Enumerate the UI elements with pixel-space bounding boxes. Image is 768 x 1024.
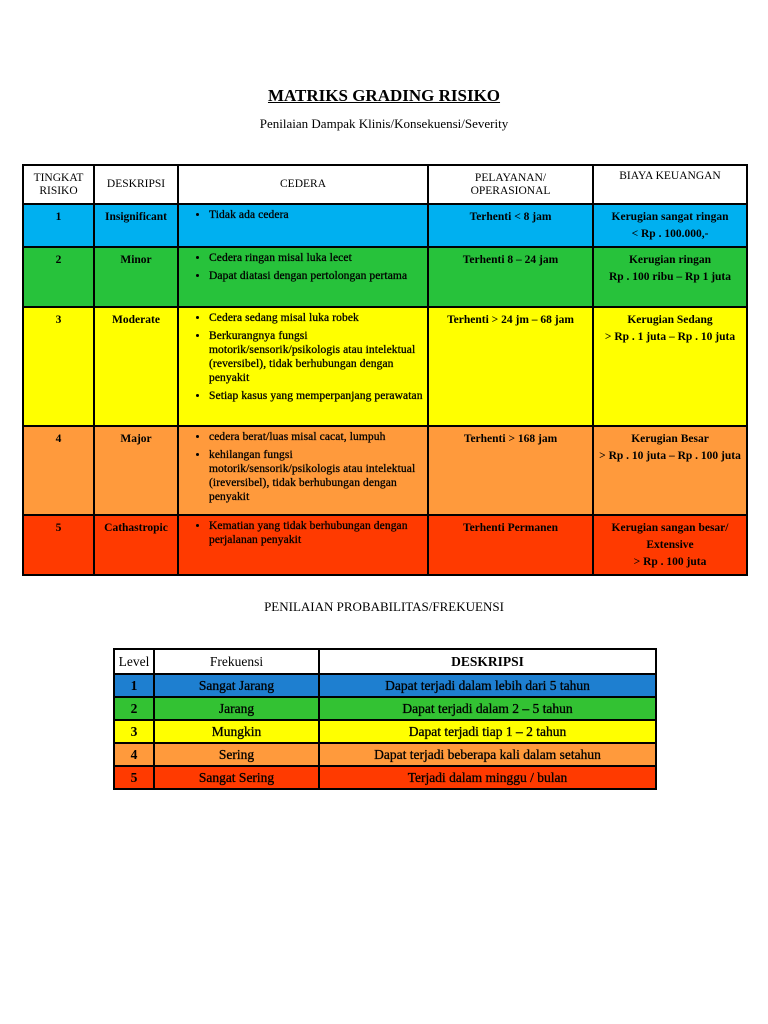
biaya-line: Kerugian ringan bbox=[628, 254, 712, 266]
probability-table bbox=[113, 648, 657, 790]
impact-pelayanan-cell: Terhenti < 8 jam bbox=[428, 204, 593, 247]
header-tingkat-risiko bbox=[23, 165, 94, 204]
probability-level-cell: 2 bbox=[114, 697, 154, 720]
impact-level-cell: 2 bbox=[23, 247, 94, 307]
probability-level-cell: 1 bbox=[114, 674, 154, 697]
cedera-list-item: • Cedera ringan misal luka lecet bbox=[209, 251, 423, 265]
impact-table bbox=[22, 164, 748, 576]
impact-biaya-cell bbox=[593, 247, 747, 307]
cedera-list-item: • Tidak ada cedera bbox=[209, 208, 423, 222]
biaya-line: > Rp . 10 juta – Rp . 100 juta bbox=[599, 450, 741, 462]
probability-frekuensi-cell: Mungkin bbox=[154, 720, 319, 743]
impact-pelayanan-cell: Terhenti > 168 jam bbox=[428, 426, 593, 515]
cedera-list bbox=[183, 251, 423, 283]
impact-biaya-cell bbox=[593, 307, 747, 426]
probability-level-cell: 4 bbox=[114, 743, 154, 766]
impact-row bbox=[23, 307, 747, 426]
probability-row bbox=[114, 766, 656, 789]
header-cedera: CEDERA bbox=[178, 165, 428, 204]
biaya-line: Kerugian Sedang bbox=[627, 314, 713, 326]
impact-deskripsi-cell: Moderate bbox=[94, 307, 178, 426]
header-pelayanan-line: PELAYANAN/ bbox=[474, 171, 547, 184]
probability-deskripsi-cell: Dapat terjadi tiap 1 – 2 tahun bbox=[319, 720, 656, 743]
biaya-line: Extensive bbox=[646, 539, 694, 551]
impact-deskripsi-cell: Cathastropic bbox=[94, 515, 178, 575]
cedera-list bbox=[183, 208, 423, 222]
page-subtitle: Penilaian Dampak Klinis/Konsekuensi/Severity bbox=[259, 116, 509, 131]
probability-table-header bbox=[114, 649, 656, 674]
impact-level-cell: 4 bbox=[23, 426, 94, 515]
probability-row bbox=[114, 720, 656, 743]
impact-table-body bbox=[23, 204, 747, 575]
impact-level-cell: 5 bbox=[23, 515, 94, 575]
header-level: Level bbox=[114, 649, 154, 674]
probability-deskripsi-cell: Dapat terjadi dalam 2 – 5 tahun bbox=[319, 697, 656, 720]
biaya-line: Kerugian sangan besar/ bbox=[611, 522, 729, 534]
impact-cedera-cell bbox=[178, 204, 428, 247]
cedera-list-item: • cedera berat/luas misal cacat, lumpuh bbox=[209, 430, 423, 444]
probability-level-cell: 5 bbox=[114, 766, 154, 789]
impact-cedera-cell bbox=[178, 426, 428, 515]
impact-cedera-cell bbox=[178, 307, 428, 426]
impact-biaya-cell bbox=[593, 426, 747, 515]
probability-row bbox=[114, 697, 656, 720]
biaya-line: < Rp . 100.000,- bbox=[631, 228, 709, 240]
cedera-list bbox=[183, 311, 423, 403]
header-biaya: BIAYA KEUANGAN bbox=[593, 165, 747, 204]
impact-row bbox=[23, 426, 747, 515]
impact-biaya-cell bbox=[593, 515, 747, 575]
biaya-line: Kerugian Besar bbox=[631, 433, 709, 445]
header-risiko-line: RISIKO bbox=[39, 184, 78, 197]
impact-pelayanan-cell: Terhenti Permanen bbox=[428, 515, 593, 575]
impact-pelayanan-cell: Terhenti 8 – 24 jam bbox=[428, 247, 593, 307]
cedera-list-item: • kehilangan fungsi motorik/sensorik/psikologis atau intelektual (ireversibel), tidak berhubungan dengan penyakit bbox=[209, 448, 423, 504]
impact-deskripsi-cell: Insignificant bbox=[94, 204, 178, 247]
biaya-line: > Rp . 100 juta bbox=[633, 556, 707, 568]
impact-level-cell: 1 bbox=[23, 204, 94, 247]
probability-frekuensi-cell: Sering bbox=[154, 743, 319, 766]
impact-biaya-cell bbox=[593, 204, 747, 247]
cedera-list bbox=[183, 430, 423, 504]
probability-row bbox=[114, 743, 656, 766]
probability-row bbox=[114, 674, 656, 697]
probability-deskripsi-cell: Terjadi dalam minggu / bulan bbox=[319, 766, 656, 789]
cedera-list-item: • Setiap kasus yang memperpanjang perawatan bbox=[209, 389, 423, 403]
impact-deskripsi-cell: Minor bbox=[94, 247, 178, 307]
probability-frekuensi-cell: Sangat Sering bbox=[154, 766, 319, 789]
impact-row bbox=[23, 515, 747, 575]
probability-frekuensi-cell: Sangat Jarang bbox=[154, 674, 319, 697]
cedera-list bbox=[183, 519, 423, 547]
biaya-line: Rp . 100 ribu – Rp 1 juta bbox=[608, 271, 732, 283]
impact-deskripsi-cell: Major bbox=[94, 426, 178, 515]
probability-heading: PENILAIAN PROBABILITAS/FREKUENSI bbox=[264, 599, 504, 614]
header-prob-deskripsi: DESKRIPSI bbox=[319, 649, 656, 674]
cedera-list-item: • Kematian yang tidak berhubungan dengan perjalanan penyakit bbox=[209, 519, 423, 547]
header-deskripsi: DESKRIPSI bbox=[94, 165, 178, 204]
biaya-line: Kerugian sangat ringan bbox=[611, 211, 729, 223]
cedera-list-item: • Dapat diatasi dengan pertolongan pertama bbox=[209, 269, 423, 283]
header-frekuensi: Frekuensi bbox=[154, 649, 319, 674]
probability-frekuensi-cell: Jarang bbox=[154, 697, 319, 720]
probability-deskripsi-cell: Dapat terjadi dalam lebih dari 5 tahun bbox=[319, 674, 656, 697]
impact-pelayanan-cell: Terhenti > 24 jm – 68 jam bbox=[428, 307, 593, 426]
biaya-line: > Rp . 1 juta – Rp . 10 juta bbox=[604, 331, 736, 343]
header-tingkat-line: TINGKAT bbox=[33, 171, 84, 184]
header-pelayanan bbox=[428, 165, 593, 204]
probability-level-cell: 3 bbox=[114, 720, 154, 743]
impact-row bbox=[23, 247, 747, 307]
impact-table-header bbox=[23, 165, 747, 204]
header-operasional-line: OPERASIONAL bbox=[470, 184, 551, 197]
impact-cedera-cell bbox=[178, 247, 428, 307]
cedera-list-item: • Berkurangnya fungsi motorik/sensorik/psikologis atau intelektual (reversibel), tidak berhubungan dengan penyakit bbox=[209, 329, 423, 385]
probability-deskripsi-cell: Dapat terjadi beberapa kali dalam setahun bbox=[319, 743, 656, 766]
impact-level-cell: 3 bbox=[23, 307, 94, 426]
probability-table-body bbox=[114, 674, 656, 789]
cedera-list-item: • Cedera sedang misal luka robek bbox=[209, 311, 423, 325]
page-title: MATRIKS GRADING RISIKO bbox=[267, 86, 501, 105]
impact-cedera-cell bbox=[178, 515, 428, 575]
impact-row bbox=[23, 204, 747, 247]
